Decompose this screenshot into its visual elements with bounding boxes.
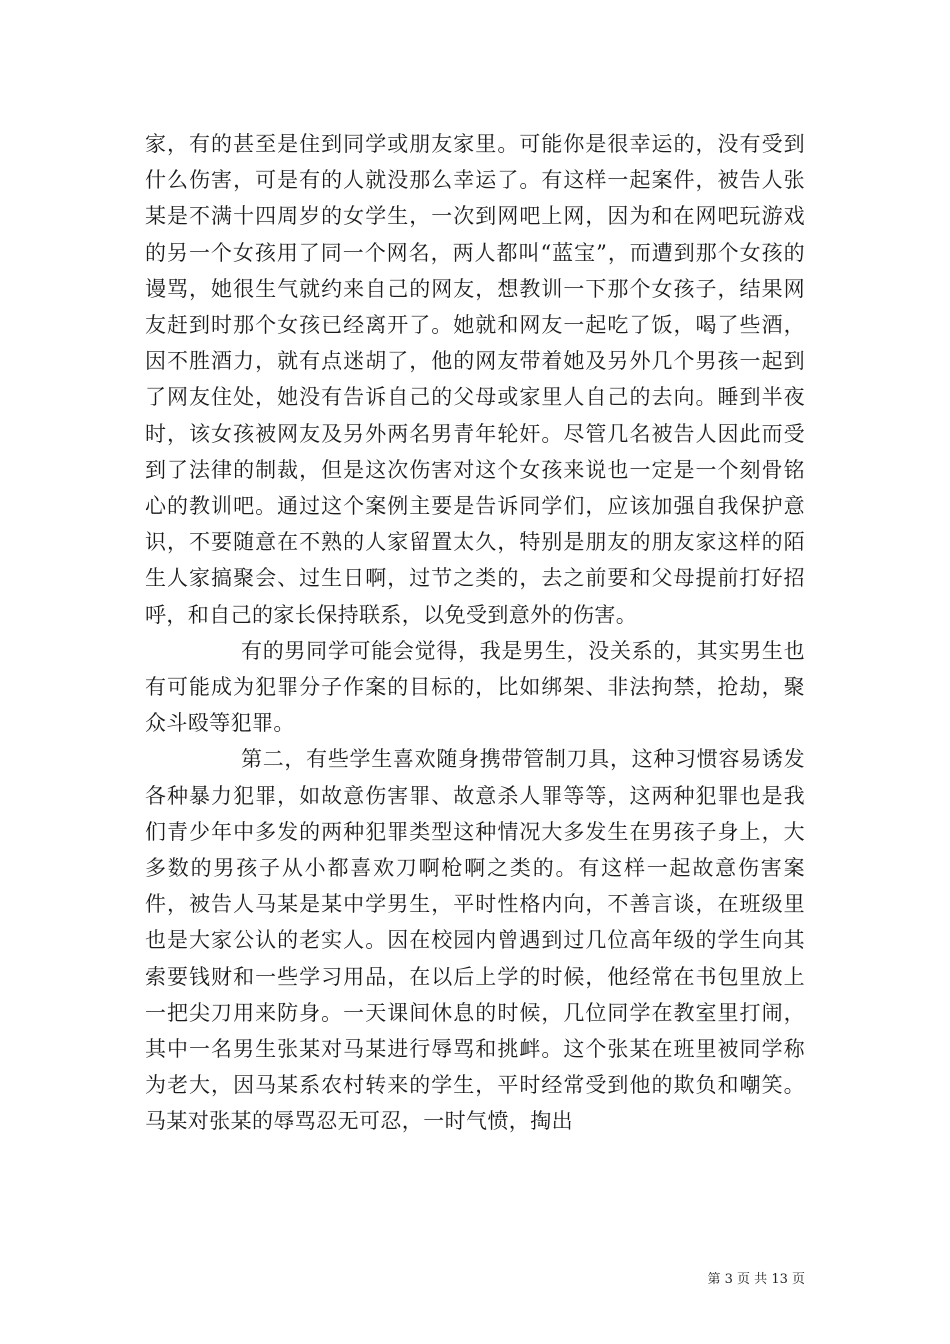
paragraph-1: 家，有的甚至是住到同学或朋友家里。可能你是很幸运的，没有受到什么伤害，可是有的人就没那么幸运了。有这样一起案件，被告人张某是不满十四周岁的女学生，一次到网吧上网，因为和在网吧玩游戏的另一个女孩用了同一个网名，两人都叫“蓝宝”，而遭到那个女孩的谩骂，她很生气就约来自己的网友，想教训一下那个女孩子，结果网友赶到时那个女孩已经离开了。她就和网友一起吃了饭，喝了些酒，因不胜酒力，就有点迷胡了，他的网友带着她及另外几个男孩一起到了网友住处，她没有告诉自己的父母或家里人自己的去向。睡到半夜时，该女孩被网友及另外两名男青年轮奸。尽管几名被告人因此而受到了法律的制裁，但是这次伤害对这个女孩来说也一定是一个刻骨铭心的教训吧。通过这个案例主要是告诉同学们，应该加强自我保护意识，不要随意在不熟的人家留置太久，特别是朋友的朋友家这样的陌生人家搞聚会、过生日啊，过节之类的，去之前要和父母提前打好招呼，和自己的家长保持联系，以免受到意外的伤害。 — [145, 132, 805, 627]
page-number-footer: 第 3 页 共 13 页 — [707, 1272, 805, 1287]
paragraph-3: 第二，有些学生喜欢随身携带管制刀具，这种习惯容易诱发各种暴力犯罪，如故意伤害罪、故意杀人罪等等，这两种犯罪也是我们青少年中多发的两种犯罪类型这种情况大多发生在男孩子身上，大多数的男孩子从小都喜欢刀啊枪啊之类的。有这样一起故意伤害案件，被告人马某是某中学男生，平时性格内向，不善言谈，在班级里也是大家公认的老实人。因在校园内曾遇到过几位高年级的学生向其索要钱财和一些学习用品，在以后上学的时候，他经常在书包里放上一把尖刀用来防身。一天课间休息的时候，几位同学在教室里打闹，其中一名男生张某对马某进行辱骂和挑衅。这个张某在班里被同学称为老大，因马某系农村转来的学生，平时经常受到他的欺负和嘲笑。马某对张某的辱骂忍无可忍，一时气愤，掏出 — [145, 747, 805, 1134]
paragraph-2: 有的男同学可能会觉得，我是男生，没关系的，其实男生也有可能成为犯罪分子作案的目标的，比如绑架、非法拘禁，抢劫，聚众斗殴等犯罪。 — [145, 638, 805, 736]
document-body — [145, 126, 805, 1140]
